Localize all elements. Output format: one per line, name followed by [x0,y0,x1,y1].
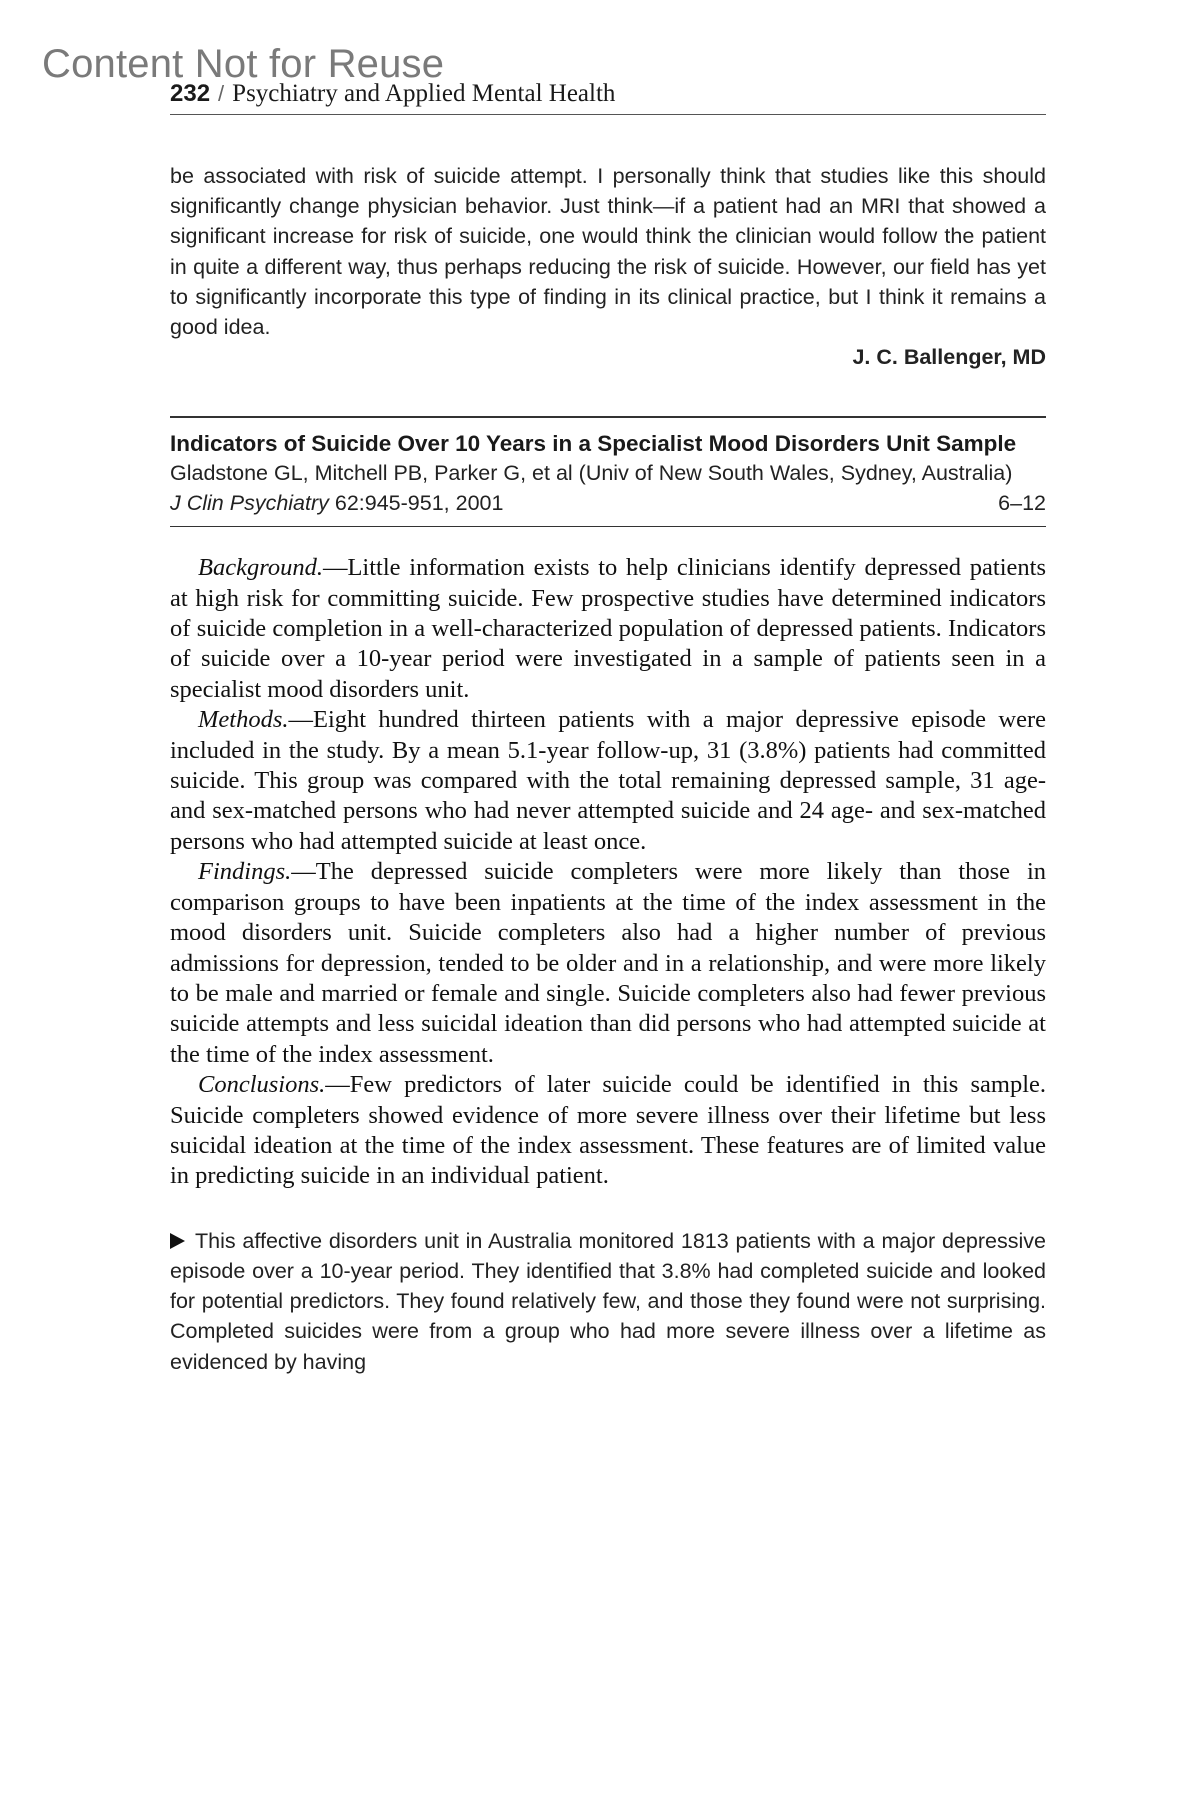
journal-line [170,488,1046,518]
abstract-findings [170,857,1046,1070]
reference-code: 6–12 [998,491,1046,516]
journal-reference [170,488,503,518]
journal-volume-pages: 62:945-951, 2001 [328,491,504,516]
article-citation [170,416,1046,527]
editor-note [170,1226,1046,1377]
conclusions-text: —Few predictors of later suicide could be identified in this sample. Suicide completers showed evidence of more severe illness over their lifetime but less suicidal ideation at the time of the index assessment. These features are of limited value in predicting suicide in an individual patient. [170,1071,1046,1190]
conclusions-heading: Conclusions. [198,1071,326,1099]
commentary-text: be associated with risk of suicide attempt. I personally think that studies like this should significantly change physician behavior. Just think—if a patient had an MRI that showed a significant increase for risk of suicide, one would think the clinician would follow the patient in quite a different way, thus perhaps reducing the risk of suicide. However, our field has yet to significantly incorporate this type of finding in its clinical practice, but I think it remains a good idea. [170,164,1046,340]
journal-name: J Clin Psychiatry [170,491,329,516]
commentary-signature: J. C. Ballenger, MD [852,345,1046,370]
findings-heading: Findings. [198,858,292,886]
methods-heading: Methods. [198,706,289,734]
findings-text: —The depressed suicide completers were more likely than those in comparison groups to have been inpatients at the time of the index assessment in the mood disorders unit. Suicide completers also had a higher number of previous admissions for depression, tended to be older and in a relationship, and were more likely to be male and married or female and single. Suicide completers also had fewer previous suicide attempts and less suicidal ideation than did persons who had attempted suicide at the time of the index assessment. [170,858,1046,1068]
abstract [170,553,1046,1192]
article-authors: Gladstone GL, Mitchell PB, Parker G, et al (Univ of New South Wales, Sydney, Australia) [170,461,1013,486]
abstract-conclusions [170,1070,1046,1192]
methods-text: —Eight hundred thirteen patients with a major depressive episode were included in the study. By a mean 5.1-year follow-up, 31 (3.8%) patients had committed suicide. This group was compared with the total remaining depressed sample, 31 age- and sex-matched persons who had never attempted suicide and 24 age- and sex-matched persons who had attempted suicide at least once. [170,706,1046,855]
editor-note-paragraph [170,1226,1046,1377]
document-page [170,72,1046,1377]
page-number: 232 [170,80,211,107]
background-text: —Little information exists to help clinicians identify depressed patients at high risk for committing suicide. Few prospective studies have determined indicators of suicide completion in a well-characterized population of depressed patients. Indicators of suicide over a 10-year period were investigated in a sample of patients seen in a specialist mood disorders unit. [170,554,1046,703]
abstract-background [170,553,1046,705]
running-head-separator: / [218,81,225,106]
editor-note-text: This affective disorders unit in Australia monitored 1813 patients with a major depressive episode over a 10-year period. They identified that 3.8% had completed suicide and looked for potential predictors. They found relatively few, and those they found were not surprising. Completed suicides were from a group who had more severe illness over a lifetime as evidenced by having [170,1228,1046,1374]
watermark: Content Not for Reuse [42,42,445,86]
book-title: Psychiatry and Applied Mental Health [232,80,616,107]
background-heading: Background. [198,554,323,582]
right-triangle-arrow-icon [170,1233,185,1249]
article-title: Indicators of Suicide Over 10 Years in a Specialist Mood Disorders Unit Sample [170,431,1017,457]
commentary-block [170,161,1046,372]
abstract-methods [170,705,1046,857]
